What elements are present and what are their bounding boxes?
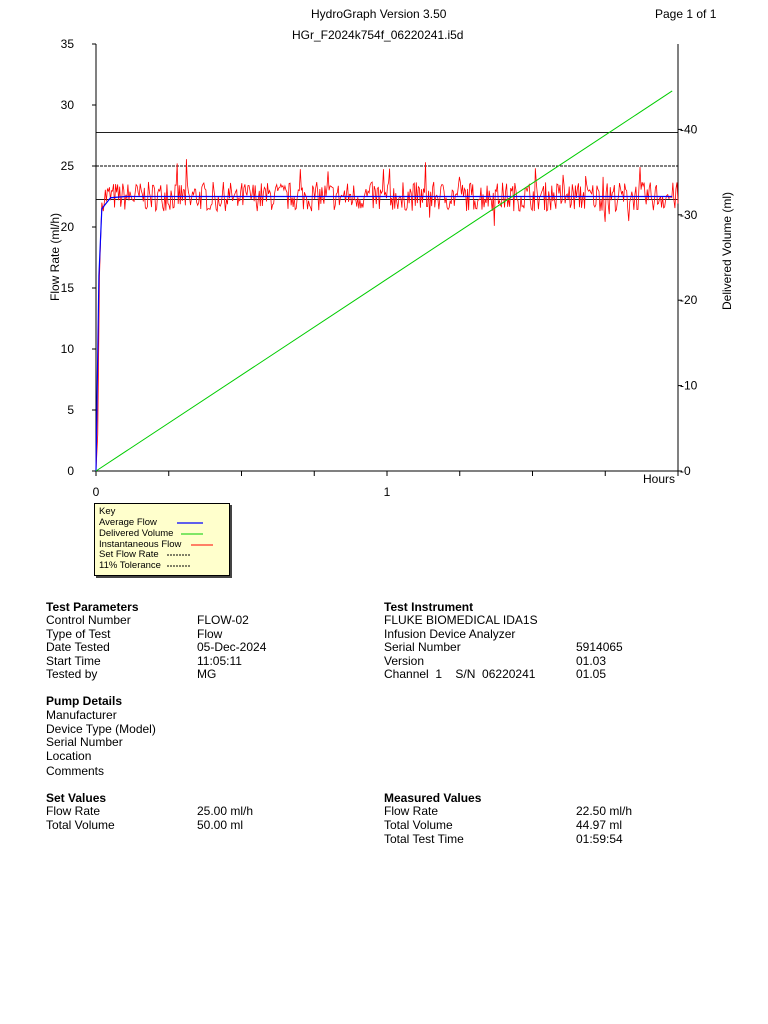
mv-value-1: 44.97 ml <box>576 818 623 832</box>
measured-values-heading: Measured Values <box>384 791 482 805</box>
mv-label-1: Total Volume <box>384 818 453 832</box>
ti-label-2: Channel 1 S/N 06220241 <box>384 667 536 681</box>
tp-label-1: Type of Test <box>46 627 111 641</box>
y-tick-label-15: 15 <box>60 281 74 295</box>
ti-value-1: 01.03 <box>576 654 607 668</box>
x-tick-label-1: 1 <box>383 485 391 499</box>
test-parameters-heading: Test Parameters <box>46 600 139 614</box>
tp-label-0: Control Number <box>46 613 131 627</box>
tp-value-4: MG <box>197 667 217 681</box>
app-title: HydroGraph Version 3.50 <box>311 7 447 21</box>
y2-tick-label-20: -20 <box>680 293 698 308</box>
ti-label-0: Serial Number <box>384 640 461 654</box>
pump-label-location: Location <box>46 749 92 763</box>
tp-value-2: 05-Dec-2024 <box>197 640 267 654</box>
y-tick-label-0: 0 <box>67 464 74 478</box>
legend-title: Key <box>99 506 116 517</box>
chart-legend <box>94 503 230 576</box>
mv-value-0: 22.50 ml/h <box>576 804 633 818</box>
legend-item-average-flow: Average Flow <box>99 517 157 528</box>
mv-label-0: Flow Rate <box>384 804 439 818</box>
legend-item-delivered-volume: Delivered Volume <box>99 528 174 539</box>
tp-label-2: Date Tested <box>46 640 110 654</box>
pump-details-heading: Pump Details <box>46 694 123 708</box>
x-tick-label-0: 0 <box>92 485 100 499</box>
y-tick-label-30: 30 <box>60 98 74 112</box>
y2-tick-label-40: -40 <box>680 122 698 137</box>
pump-label-comments: Comments <box>46 764 105 778</box>
legend-item-tolerance: 11% Tolerance <box>99 560 161 571</box>
series-delivered-volume <box>96 91 672 471</box>
mv-value-2: 01:59:54 <box>576 832 623 846</box>
y-tick-label-20: 20 <box>60 220 74 234</box>
x-axis-label: Hours <box>643 472 676 486</box>
tp-label-4: Tested by <box>46 667 98 681</box>
instrument-description: Infusion Device Analyzer <box>384 627 516 641</box>
y2-axis-label: Delivered Volume (ml) <box>720 191 734 311</box>
sv-label-0: Flow Rate <box>46 804 101 818</box>
file-name: HGr_F2024k754f_06220241.i5d <box>292 28 464 42</box>
y-tick-label-25: 25 <box>60 159 74 173</box>
test-instrument-heading: Test Instrument <box>384 600 474 614</box>
sv-value-1: 50.00 ml <box>197 818 244 832</box>
y2-tick-label-0: -0 <box>680 464 691 478</box>
y2-tick-label-30: -30 <box>680 207 698 222</box>
pump-label-device-type: Device Type (Model) <box>46 722 156 736</box>
sv-value-0: 25.00 ml/h <box>197 804 254 818</box>
legend-swatches <box>95 504 229 575</box>
flow-chart <box>0 0 768 500</box>
set-values-heading: Set Values <box>46 791 107 805</box>
legend-item-set-flow-rate: Set Flow Rate <box>99 549 159 560</box>
tp-value-3: 11:05:11 <box>197 654 242 668</box>
instrument-name: FLUKE BIOMEDICAL IDA1S <box>384 613 538 627</box>
pump-label-serial-number: Serial Number <box>46 735 123 749</box>
tp-label-3: Start Time <box>46 654 101 668</box>
legend-item-instantaneous-flow: Instantaneous Flow <box>99 539 182 550</box>
tp-value-1: Flow <box>197 627 223 641</box>
y-axis-label: Flow Rate (ml/h) <box>48 212 62 302</box>
y-tick-label-35: 35 <box>60 37 74 51</box>
y-tick-label-10: 10 <box>60 342 74 356</box>
y-tick-label-5: 5 <box>67 403 74 417</box>
ti-value-0: 5914065 <box>576 640 623 654</box>
series-average-flow <box>96 197 672 472</box>
ti-label-1: Version <box>384 654 425 668</box>
tp-value-0: FLOW-02 <box>197 613 249 627</box>
ti-value-2: 01.05 <box>576 667 607 681</box>
mv-label-2: Total Test Time <box>384 832 464 846</box>
pump-label-manufacturer: Manufacturer <box>46 708 117 722</box>
page-label: Page 1 of 1 <box>655 7 717 21</box>
series-instantaneous-flow <box>96 159 678 471</box>
y2-tick-label-10: -10 <box>680 378 698 393</box>
sv-label-1: Total Volume <box>46 818 115 832</box>
